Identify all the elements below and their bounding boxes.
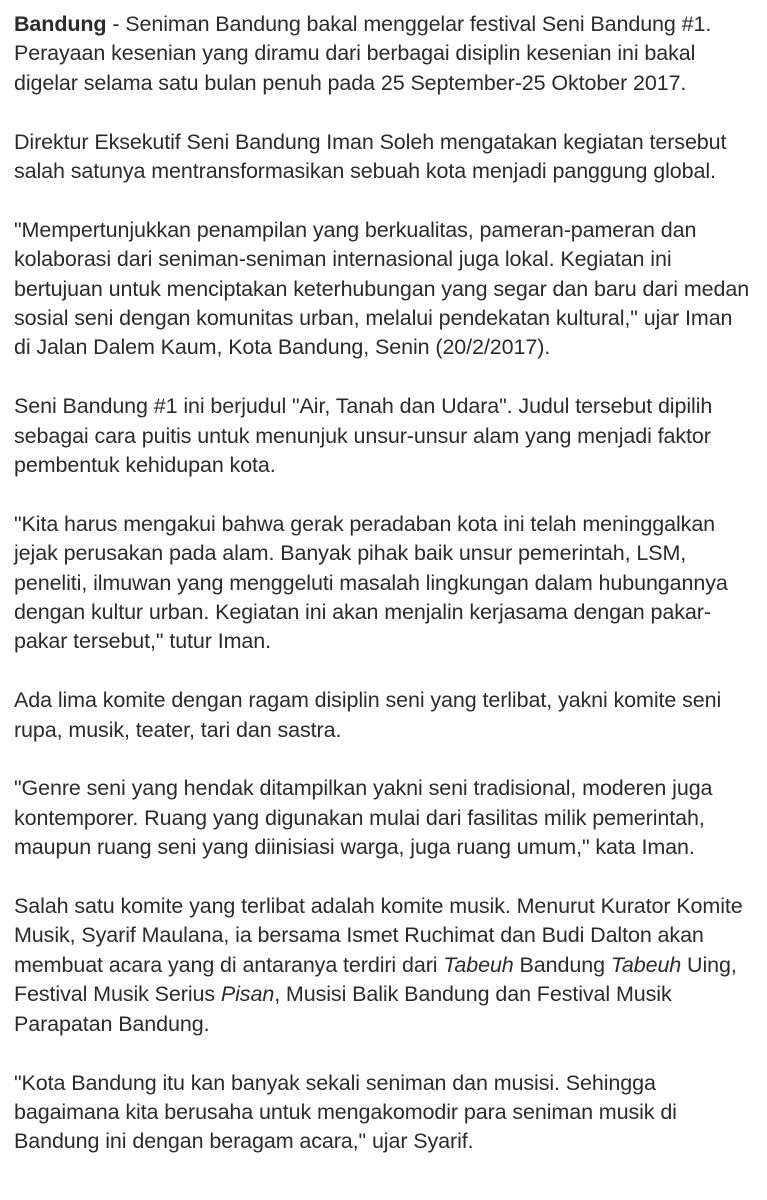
paragraph-4: Seni Bandung #1 ini berjudul "Air, Tanah dan Udara". Judul tersebut dipilih sebagai cara puitis untuk menunjuk unsur-unsur alam yang menjadi faktor pembentuk kehidupan kota. <box>14 394 713 478</box>
paragraph-8-part-2: Bandung <box>513 952 611 977</box>
paragraph-8-part-3: Uing, Festival Musik Serius <box>14 952 737 1007</box>
paragraph-6: Ada lima komite dengan ragam disiplin seni yang terlibat, yakni komite seni rupa, musik, teater, tari dan sastra. <box>14 688 722 742</box>
italic-term-tabeuh-1: Tabeuh <box>443 952 514 977</box>
paragraph-1 <box>14 10 751 98</box>
paragraph-8 <box>14 892 751 1039</box>
paragraph-2: Direktur Eksekutif Seni Bandung Iman Soleh mengatakan kegiatan tersebut salah satunya mentransformasikan sebuah kota menjadi panggung global. <box>14 129 727 184</box>
paragraph-3: "Mempertunjukkan penampilan yang berkualitas, pameran-pameran dan kolaborasi dari seniman-seniman internasional juga lokal. Kegiatan ini bertujuan untuk menciptakan keterhubungan yang segar dan baru dari medan sosial seni dengan komunitas urban, melalui pendekatan kultural," ujar Iman di Jalan Dalem Kaum, Kota Bandung, Senin (20/2/2017). <box>14 217 750 360</box>
paragraph-9: "Kota Bandung itu kan banyak sekali seniman dan musisi. Sehingga bagaimana kita berusaha untuk mengakomodir para seniman musik di Bandung ini dengan beragam acara," ujar Syarif. <box>14 1070 677 1154</box>
paragraph-8-part-4: , Musisi Balik Bandung dan Festival Musik Parapatan Bandung. <box>14 982 672 1036</box>
paragraph-7: "Genre seni yang hendak ditampilkan yakni seni tradisional, moderen juga kontemporer. Ruang yang digunakan mulai dari fasilitas milik pemerintah, maupun ruang seni yang diinisiasi warga, juga ruang umum," kata Iman. <box>14 776 713 860</box>
paragraph-5: "Kita harus mengakui bahwa gerak peradaban kota ini telah meninggalkan jejak perusakan pada alam. Banyak pihak baik unsur pemerintah, LSM, peneliti, ilmuwan yang menggeluti masalah lingkungan dalam hubungannya dengan kultur urban. Kegiatan ini akan menjalin kerjasama dengan pakar-pakar tersebut," tutur Iman. <box>14 511 728 654</box>
dateline: Bandung <box>14 12 107 36</box>
dateline-separator: - <box>106 12 126 36</box>
paragraph-8-part-1: Salah satu komite yang terlibat adalah komite musik. Menurut Kurator Komite Musik, Syarif Maulana, ia bersama Ismet Ruchimat dan Budi Dalton akan membuat acara yang di antaranya terdiri dari <box>14 894 743 977</box>
paragraph-1-text: Seniman Bandung bakal menggelar festival Seni Bandung #1. Perayaan kesenian yang diramu dari berbagai disiplin kesenian ini bakal digelar selama satu bulan penuh pada 25 September-25 Oktober 2017. <box>14 12 712 95</box>
italic-term-pisan: Pisan <box>220 982 275 1007</box>
italic-term-tabeuh-2: Tabeuh <box>610 952 682 977</box>
